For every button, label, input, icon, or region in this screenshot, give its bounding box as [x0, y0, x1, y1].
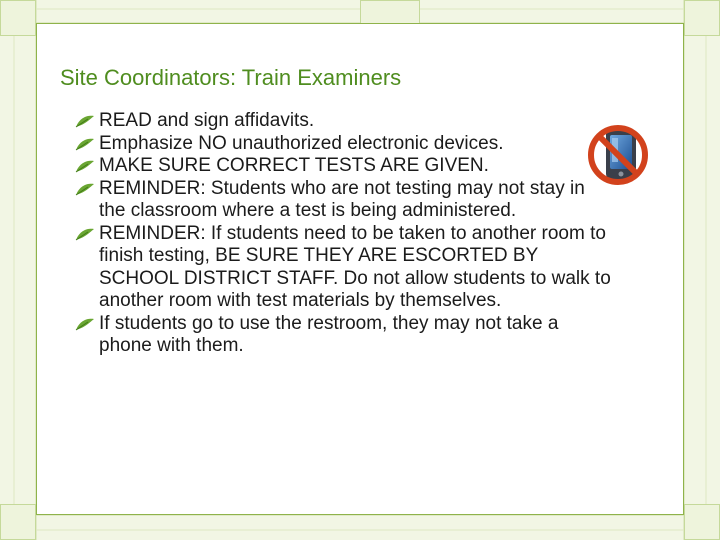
bullet-text: MAKE SURE CORRECT TESTS ARE GIVEN.: [99, 155, 489, 176]
bullet-item: [72, 223, 612, 313]
bullet-text: REMINDER: Students who are not testing may not stay in the classroom where a test is being administered.: [99, 177, 585, 221]
corner-box-top-right: [684, 0, 720, 36]
bullet-item: [72, 313, 612, 358]
bullet-item: [72, 110, 612, 133]
corner-box-top-left: [0, 0, 36, 36]
corner-box-bottom-left: [0, 504, 36, 540]
slide-title: Site Coordinators: Train Examiners: [60, 65, 402, 90]
leaf-bullet-icon: [74, 316, 96, 332]
leaf-bullet-icon: [74, 113, 96, 129]
bullet-list: [72, 110, 612, 358]
bullet-text: If students go to use the restroom, they may not take a phone with them.: [99, 312, 559, 356]
bullet-item: [72, 178, 612, 223]
bullet-text: REMINDER: If students need to be taken to another room to finish testing, BE SURE THEY ARE ESCORTED BY SCHOOL DISTRICT STAFF. Do not allow students to walk to another room with test materials by themselves.: [99, 222, 611, 311]
bullet-text: Emphasize NO unauthorized electronic devices.: [99, 132, 504, 154]
bullet-item: [72, 155, 612, 178]
leaf-bullet-icon: [74, 181, 96, 197]
leaf-bullet-icon: [74, 136, 96, 152]
no-phone-icon: [584, 120, 650, 190]
leaf-bullet-icon: [74, 158, 96, 174]
leaf-bullet-icon: [74, 226, 96, 242]
corner-box-bottom-right: [684, 504, 720, 540]
bullet-item: [72, 133, 612, 156]
bullet-text: READ and sign affidavits.: [99, 110, 315, 131]
